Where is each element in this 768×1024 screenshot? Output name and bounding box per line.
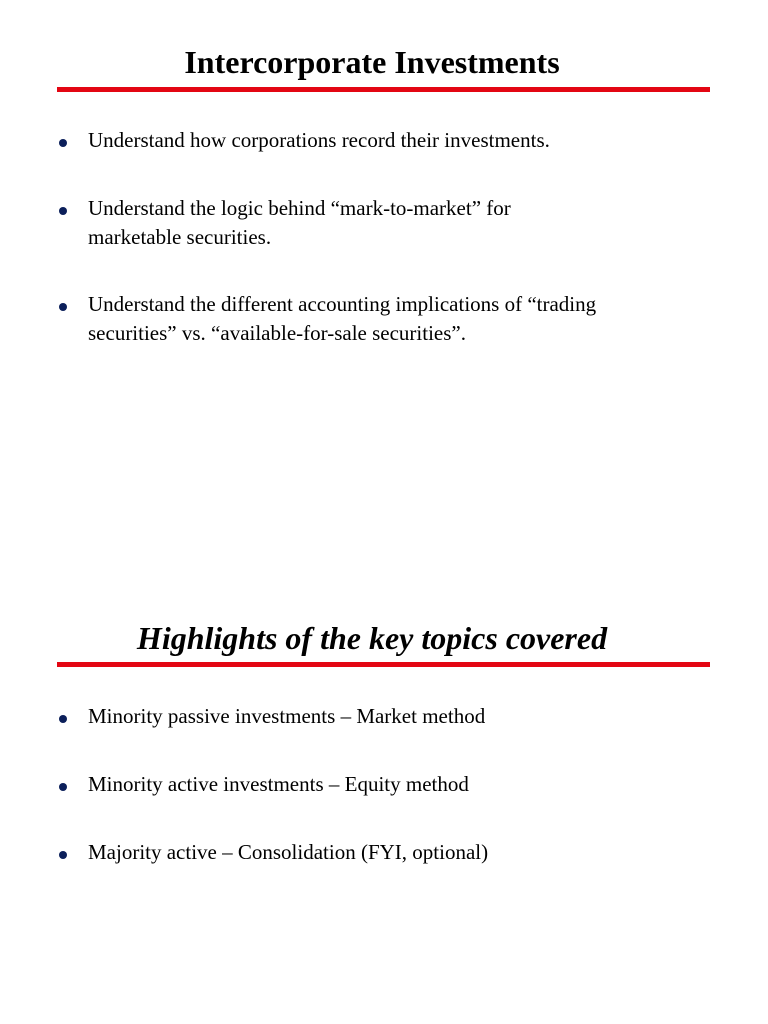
bullet-text: Minority active investments – Equity method (88, 772, 469, 796)
bullet-dot-icon (59, 783, 67, 791)
title-underline (57, 87, 710, 92)
bullet-text: Majority active – Consolidation (FYI, optional) (88, 840, 489, 864)
slide-title: Intercorporate Investments (184, 44, 560, 80)
slide-title: Highlights of the key topics covered (136, 620, 608, 656)
bullet-text: Minority passive investments – Market method (88, 704, 486, 728)
bullet-dot-icon (59, 851, 67, 859)
bullet-dot-icon (59, 139, 67, 147)
bullet-text: Understand the logic behind “mark-to-market” for marketable securities. (88, 196, 511, 249)
bullet-dot-icon (59, 715, 67, 723)
bullet-dot-icon (59, 207, 67, 215)
bullet-text: Understand the different accounting implications of “trading securities” vs. “available-for-sale securities”. (88, 292, 597, 345)
bullet-dot-icon (59, 303, 67, 311)
bullet-text: Understand how corporations record their investments. (88, 128, 550, 152)
slide-highlights (0, 580, 768, 1024)
title-underline (57, 662, 710, 667)
